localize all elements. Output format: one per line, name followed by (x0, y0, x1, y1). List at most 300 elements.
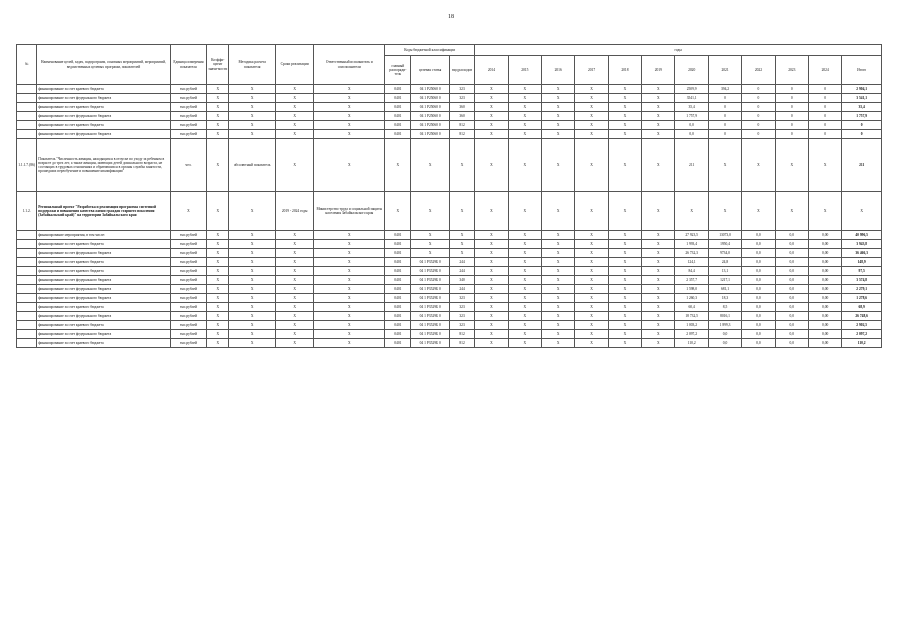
row-year: 0 (742, 112, 775, 121)
row-year: X (575, 249, 608, 258)
row-year: 1 003,2 (675, 321, 708, 330)
row-year: X (642, 94, 675, 103)
row-year: 24,8 (708, 258, 741, 267)
row-year: 0,00 (808, 294, 841, 303)
row-year: 0,0 (742, 267, 775, 276)
row-year: X (642, 231, 675, 240)
row-year: X (508, 130, 541, 139)
header-kbk-vr: вид расходов (449, 56, 474, 85)
row-resp: X (314, 240, 385, 249)
row-name: финансирование за счет федерального бюджета (37, 285, 171, 294)
row-num (17, 321, 37, 330)
row-year: X (541, 258, 574, 267)
row-glava: 0401 (385, 240, 411, 249)
row-year: 2 097,2 (675, 330, 708, 339)
row-year: X (608, 294, 641, 303)
row-year: 0,0 (742, 312, 775, 321)
row-unit: тыс.рублей (170, 339, 206, 348)
row-year: 0,0 (708, 339, 741, 348)
row-year: X (642, 112, 675, 121)
table-row (17, 258, 882, 267)
row-unit: тыс.рублей (170, 231, 206, 240)
row-year: 0,00 (808, 231, 841, 240)
row-resp: X (314, 121, 385, 130)
header-coef: Коэффи-циент значи-мости (207, 45, 229, 85)
row-total: 68,9 (842, 303, 882, 312)
row-year: 1 757,9 (675, 112, 708, 121)
project-year: X (808, 192, 841, 231)
row-year: 18,3 (708, 294, 741, 303)
row-vr: 244 (449, 267, 474, 276)
row-resp: X (314, 294, 385, 303)
row-year: X (642, 312, 675, 321)
row-year: 0 (808, 103, 841, 112)
row-year: 35,4 (675, 103, 708, 112)
row-year: 27 923,5 (675, 231, 708, 240)
row-year: X (475, 231, 508, 240)
row-vr: 360 (449, 103, 474, 112)
row-term: X (275, 103, 313, 112)
row-resp: X (314, 130, 385, 139)
row-cs: 04 1 P3529Б 0 (411, 312, 449, 321)
row-year: X (508, 312, 541, 321)
row-year: X (508, 240, 541, 249)
row-coef: X (207, 303, 229, 312)
header-resp: Ответственный исполнитель и соисполнители (314, 45, 385, 85)
row-resp: X (314, 339, 385, 348)
row-resp: X (314, 285, 385, 294)
row-num (17, 339, 37, 348)
table-row (17, 321, 882, 330)
project-row (17, 192, 882, 231)
row-year: 0,0 (775, 321, 808, 330)
row-year: X (475, 330, 508, 339)
row-year: X (608, 330, 641, 339)
row-unit: тыс.рублей (170, 130, 206, 139)
row-year: 0,0 (775, 294, 808, 303)
indicator-year: X (608, 139, 641, 192)
row-year: X (608, 85, 641, 94)
row-year: X (475, 339, 508, 348)
row-num (17, 240, 37, 249)
row-year: X (575, 303, 608, 312)
row-resp: X (314, 103, 385, 112)
row-num (17, 85, 37, 94)
row-year: 0,0 (775, 267, 808, 276)
row-term: X (275, 294, 313, 303)
project-num: 1.1.2. (17, 192, 37, 231)
row-year: 84,4 (675, 267, 708, 276)
row-year: 0,0 (775, 240, 808, 249)
row-year: X (541, 312, 574, 321)
row-total: 97,5 (842, 267, 882, 276)
row-vr: 244 (449, 285, 474, 294)
row-cs: X (411, 231, 449, 240)
row-vr: 323 (449, 303, 474, 312)
project-coef: X (207, 192, 229, 231)
row-year: 13073,0 (708, 231, 741, 240)
row-glava: 0401 (385, 312, 411, 321)
row-year: X (575, 121, 608, 130)
row-name: финансирование за счет федерального бюджета (37, 330, 171, 339)
row-year: X (541, 103, 574, 112)
project-method: X (229, 192, 276, 231)
row-unit: тыс.рублей (170, 285, 206, 294)
row-unit: тыс.рублей (170, 330, 206, 339)
row-year: X (541, 267, 574, 276)
row-cs: 04 1 P3529Б 0 (411, 276, 449, 285)
row-year: 0,0 (742, 321, 775, 330)
row-coef: X (207, 285, 229, 294)
row-name: финансирование за счет краевого бюджета (37, 339, 171, 348)
row-glava: 0401 (385, 249, 411, 258)
row-num (17, 103, 37, 112)
row-name: финансирование за счет краевого бюджета (37, 240, 171, 249)
row-resp: X (314, 249, 385, 258)
table-row (17, 103, 882, 112)
indicator-year: X (541, 139, 574, 192)
row-year: 0 (808, 94, 841, 103)
header-kbk-cs: целевая статья (411, 56, 449, 85)
table-row (17, 303, 882, 312)
row-name: финансирование за счет краевого бюджета (37, 258, 171, 267)
project-year: X (508, 192, 541, 231)
row-year: X (508, 85, 541, 94)
row-total: 2 904,1 (842, 85, 882, 94)
row-year: 0,00 (808, 330, 841, 339)
row-year: 0,00 (808, 267, 841, 276)
row-year: X (608, 312, 641, 321)
row-year: X (475, 249, 508, 258)
header-year: 2024 (808, 56, 841, 85)
indicator-unit: чел. (170, 139, 206, 192)
row-year: 0 (808, 130, 841, 139)
header-year: 2020 (675, 56, 708, 85)
row-year: X (508, 294, 541, 303)
indicator-year: X (575, 139, 608, 192)
project-name: Региональный проект "Разработка и реализация программы системной поддержки и повышения качества жизни граждан старшего поколения (Забайкальский край)" на территории Забайкальского края (37, 192, 171, 231)
row-year: X (475, 94, 508, 103)
row-year: X (508, 339, 541, 348)
row-resp: X (314, 94, 385, 103)
indicator-total: 211 (842, 139, 882, 192)
row-total: 2 279,1 (842, 285, 882, 294)
row-cs: 04 1 P3529Б 0 (411, 258, 449, 267)
row-term: X (275, 330, 313, 339)
row-resp: X (314, 276, 385, 285)
row-year: X (508, 276, 541, 285)
row-term: X (275, 258, 313, 267)
row-year: X (541, 321, 574, 330)
row-year: 1 260,3 (675, 294, 708, 303)
project-total: X (842, 192, 882, 231)
row-year: 26 732,3 (675, 249, 708, 258)
row-year: X (475, 267, 508, 276)
row-year: X (642, 294, 675, 303)
row-year: 0,0 (775, 276, 808, 285)
page-number: 18 (448, 14, 454, 20)
row-coef: X (207, 258, 229, 267)
row-year: X (608, 121, 641, 130)
row-unit: тыс.рублей (170, 85, 206, 94)
row-year: 0,0 (675, 130, 708, 139)
indicator-row (17, 139, 882, 192)
row-unit: тыс.рублей (170, 249, 206, 258)
row-year: X (575, 339, 608, 348)
indicator-coef: X (207, 139, 229, 192)
row-year: X (575, 231, 608, 240)
row-year: 0,0 (775, 339, 808, 348)
row-year: 1217,1 (708, 276, 741, 285)
row-coef: X (207, 294, 229, 303)
table-row (17, 231, 882, 240)
row-name: финансирование мероприятия, в том числе: (37, 231, 171, 240)
row-method: X (229, 321, 276, 330)
row-year: X (541, 130, 574, 139)
header-year: 2015 (508, 56, 541, 85)
row-year: 0,0 (742, 303, 775, 312)
row-year: X (541, 276, 574, 285)
row-name: финансирование за счет краевого бюджета (37, 321, 171, 330)
row-year: X (608, 258, 641, 267)
row-resp: X (314, 312, 385, 321)
row-year: 0,00 (808, 285, 841, 294)
row-num (17, 312, 37, 321)
row-method: X (229, 231, 276, 240)
row-year: 1950,4 (708, 240, 741, 249)
row-glava: 0401 (385, 339, 411, 348)
row-num (17, 112, 37, 121)
row-num (17, 294, 37, 303)
row-vr: 360 (449, 112, 474, 121)
row-year: 0,0 (775, 303, 808, 312)
row-year: 0,0 (742, 240, 775, 249)
row-year: 3541,1 (675, 94, 708, 103)
row-year: X (508, 231, 541, 240)
row-glava: 0401 (385, 321, 411, 330)
project-year: X (775, 192, 808, 231)
row-term: X (275, 112, 313, 121)
row-term: X (275, 276, 313, 285)
row-year: 0 (775, 94, 808, 103)
row-resp: X (314, 321, 385, 330)
row-cs: 04 1 P3529Б 0 (411, 267, 449, 276)
row-year: X (508, 303, 541, 312)
row-unit: тыс.рублей (170, 321, 206, 330)
row-name: финансирование за счет федерального бюджета (37, 112, 171, 121)
row-year: 1 993,4 (675, 240, 708, 249)
row-glava: 0401 (385, 258, 411, 267)
row-term: X (275, 121, 313, 130)
row-year: X (541, 231, 574, 240)
header-unit: Единица измерения показателя (170, 45, 206, 85)
row-cs: 04 1 P25060 0 (411, 121, 449, 130)
row-method: X (229, 121, 276, 130)
row-year: 0 (708, 103, 741, 112)
row-cs: 04 1 P3529Б 0 (411, 294, 449, 303)
row-name: финансирование за счет федерального бюджета (37, 130, 171, 139)
project-unit: X (170, 192, 206, 231)
row-year: 8,5 (708, 303, 741, 312)
row-glava: 0401 (385, 303, 411, 312)
row-year: X (475, 312, 508, 321)
table-header (17, 45, 882, 85)
row-unit: тыс.рублей (170, 258, 206, 267)
row-coef: X (207, 321, 229, 330)
header-year: 2018 (608, 56, 641, 85)
row-year: 0,0 (675, 121, 708, 130)
row-num (17, 267, 37, 276)
row-year: 0,00 (808, 312, 841, 321)
row-year: X (508, 321, 541, 330)
row-year: 0,00 (808, 276, 841, 285)
row-method: X (229, 285, 276, 294)
row-vr: 812 (449, 130, 474, 139)
row-glava: 0401 (385, 130, 411, 139)
row-year: X (642, 121, 675, 130)
row-method: X (229, 130, 276, 139)
row-total: 36 466,3 (842, 249, 882, 258)
row-year: X (642, 330, 675, 339)
table-row (17, 240, 882, 249)
header-num: № (17, 45, 37, 85)
row-term: X (275, 312, 313, 321)
row-year: X (642, 267, 675, 276)
row-year: 0 (742, 130, 775, 139)
row-method: X (229, 312, 276, 321)
row-term: X (275, 267, 313, 276)
project-year: X (608, 192, 641, 231)
row-year: X (475, 103, 508, 112)
row-year: X (541, 240, 574, 249)
row-method: X (229, 240, 276, 249)
row-year: 0,0 (775, 330, 808, 339)
row-method: X (229, 339, 276, 348)
row-cs: 04 1 P25060 0 (411, 94, 449, 103)
row-year: 394,2 (708, 85, 741, 94)
row-cs: 04 1 P3529Б 0 (411, 321, 449, 330)
row-term: X (275, 249, 313, 258)
row-coef: X (207, 267, 229, 276)
row-resp: X (314, 112, 385, 121)
row-cs: 04 1 P3529Б 0 (411, 303, 449, 312)
row-year: X (508, 267, 541, 276)
project-year: X (541, 192, 574, 231)
row-name: финансирование за счет краевого бюджета (37, 267, 171, 276)
row-glava: 0401 (385, 294, 411, 303)
row-year: X (508, 249, 541, 258)
row-num (17, 130, 37, 139)
table-row (17, 285, 882, 294)
row-year: X (642, 103, 675, 112)
row-unit: тыс.рублей (170, 267, 206, 276)
row-year: 0 (708, 112, 741, 121)
row-term: X (275, 85, 313, 94)
row-name: финансирование за счет федерального бюджета (37, 276, 171, 285)
row-coef: X (207, 330, 229, 339)
row-year: 0,0 (742, 294, 775, 303)
table-row (17, 339, 882, 348)
row-vr: 323 (449, 85, 474, 94)
row-method: X (229, 94, 276, 103)
row-vr: 323 (449, 94, 474, 103)
row-year: X (541, 249, 574, 258)
row-year: 110,2 (675, 339, 708, 348)
indicator-glava: X (385, 139, 411, 192)
header-codes: Коды бюджетной классификации (385, 45, 475, 56)
row-year: X (608, 94, 641, 103)
row-method: X (229, 249, 276, 258)
row-year: 0,00 (808, 303, 841, 312)
table-row (17, 112, 882, 121)
row-year: X (508, 103, 541, 112)
row-glava: 0401 (385, 103, 411, 112)
row-unit: тыс.рублей (170, 294, 206, 303)
row-unit: тыс.рублей (170, 312, 206, 321)
row-total: 110,2 (842, 339, 882, 348)
row-glava: 0401 (385, 121, 411, 130)
row-vr: 812 (449, 121, 474, 130)
row-resp: X (314, 85, 385, 94)
row-name: финансирование за счет федерального бюджета (37, 249, 171, 258)
row-cs: 04 1 P3529Б 0 (411, 339, 449, 348)
row-year: X (475, 276, 508, 285)
row-year: X (608, 103, 641, 112)
row-coef: X (207, 231, 229, 240)
row-year: X (642, 303, 675, 312)
row-year: X (642, 130, 675, 139)
row-year: X (541, 285, 574, 294)
row-num (17, 231, 37, 240)
row-year: 0 (742, 121, 775, 130)
row-num (17, 249, 37, 258)
finance-rows-a (17, 85, 882, 139)
row-year: X (475, 303, 508, 312)
row-year: 0,0 (742, 231, 775, 240)
row-year: X (608, 321, 641, 330)
project-term: 2019 - 2024 годы (275, 192, 313, 231)
row-year: 0,0 (742, 276, 775, 285)
row-year: 13,1 (708, 267, 741, 276)
row-vr: 323 (449, 294, 474, 303)
row-total: 3 943,8 (842, 240, 882, 249)
table-row (17, 294, 882, 303)
header-year: 2014 (475, 56, 508, 85)
row-year: X (642, 249, 675, 258)
header-year: 2021 (708, 56, 741, 85)
row-year: X (608, 339, 641, 348)
row-year: 0,0 (742, 330, 775, 339)
indicator-year: X (642, 139, 675, 192)
row-method: X (229, 330, 276, 339)
row-year: 0 (775, 103, 808, 112)
row-glava: 0401 (385, 85, 411, 94)
row-year: 681,1 (708, 285, 741, 294)
indicator-year: X (708, 139, 741, 192)
row-vr: 244 (449, 258, 474, 267)
row-vr: 323 (449, 321, 474, 330)
project-cs: X (411, 192, 449, 231)
row-year: X (608, 267, 641, 276)
row-year: 0 (742, 94, 775, 103)
row-year: 0,0 (775, 312, 808, 321)
row-glava: 0401 (385, 231, 411, 240)
row-name: финансирование за счет краевого бюджета (37, 103, 171, 112)
row-cs: 04 1 P25060 0 (411, 130, 449, 139)
row-glava: 0401 (385, 94, 411, 103)
header-name: Наименование целей, задач, подпрограмм, основных мероприятий, мероприятий, ведомственных целевых программ, показателей (37, 45, 171, 85)
row-year: X (575, 276, 608, 285)
